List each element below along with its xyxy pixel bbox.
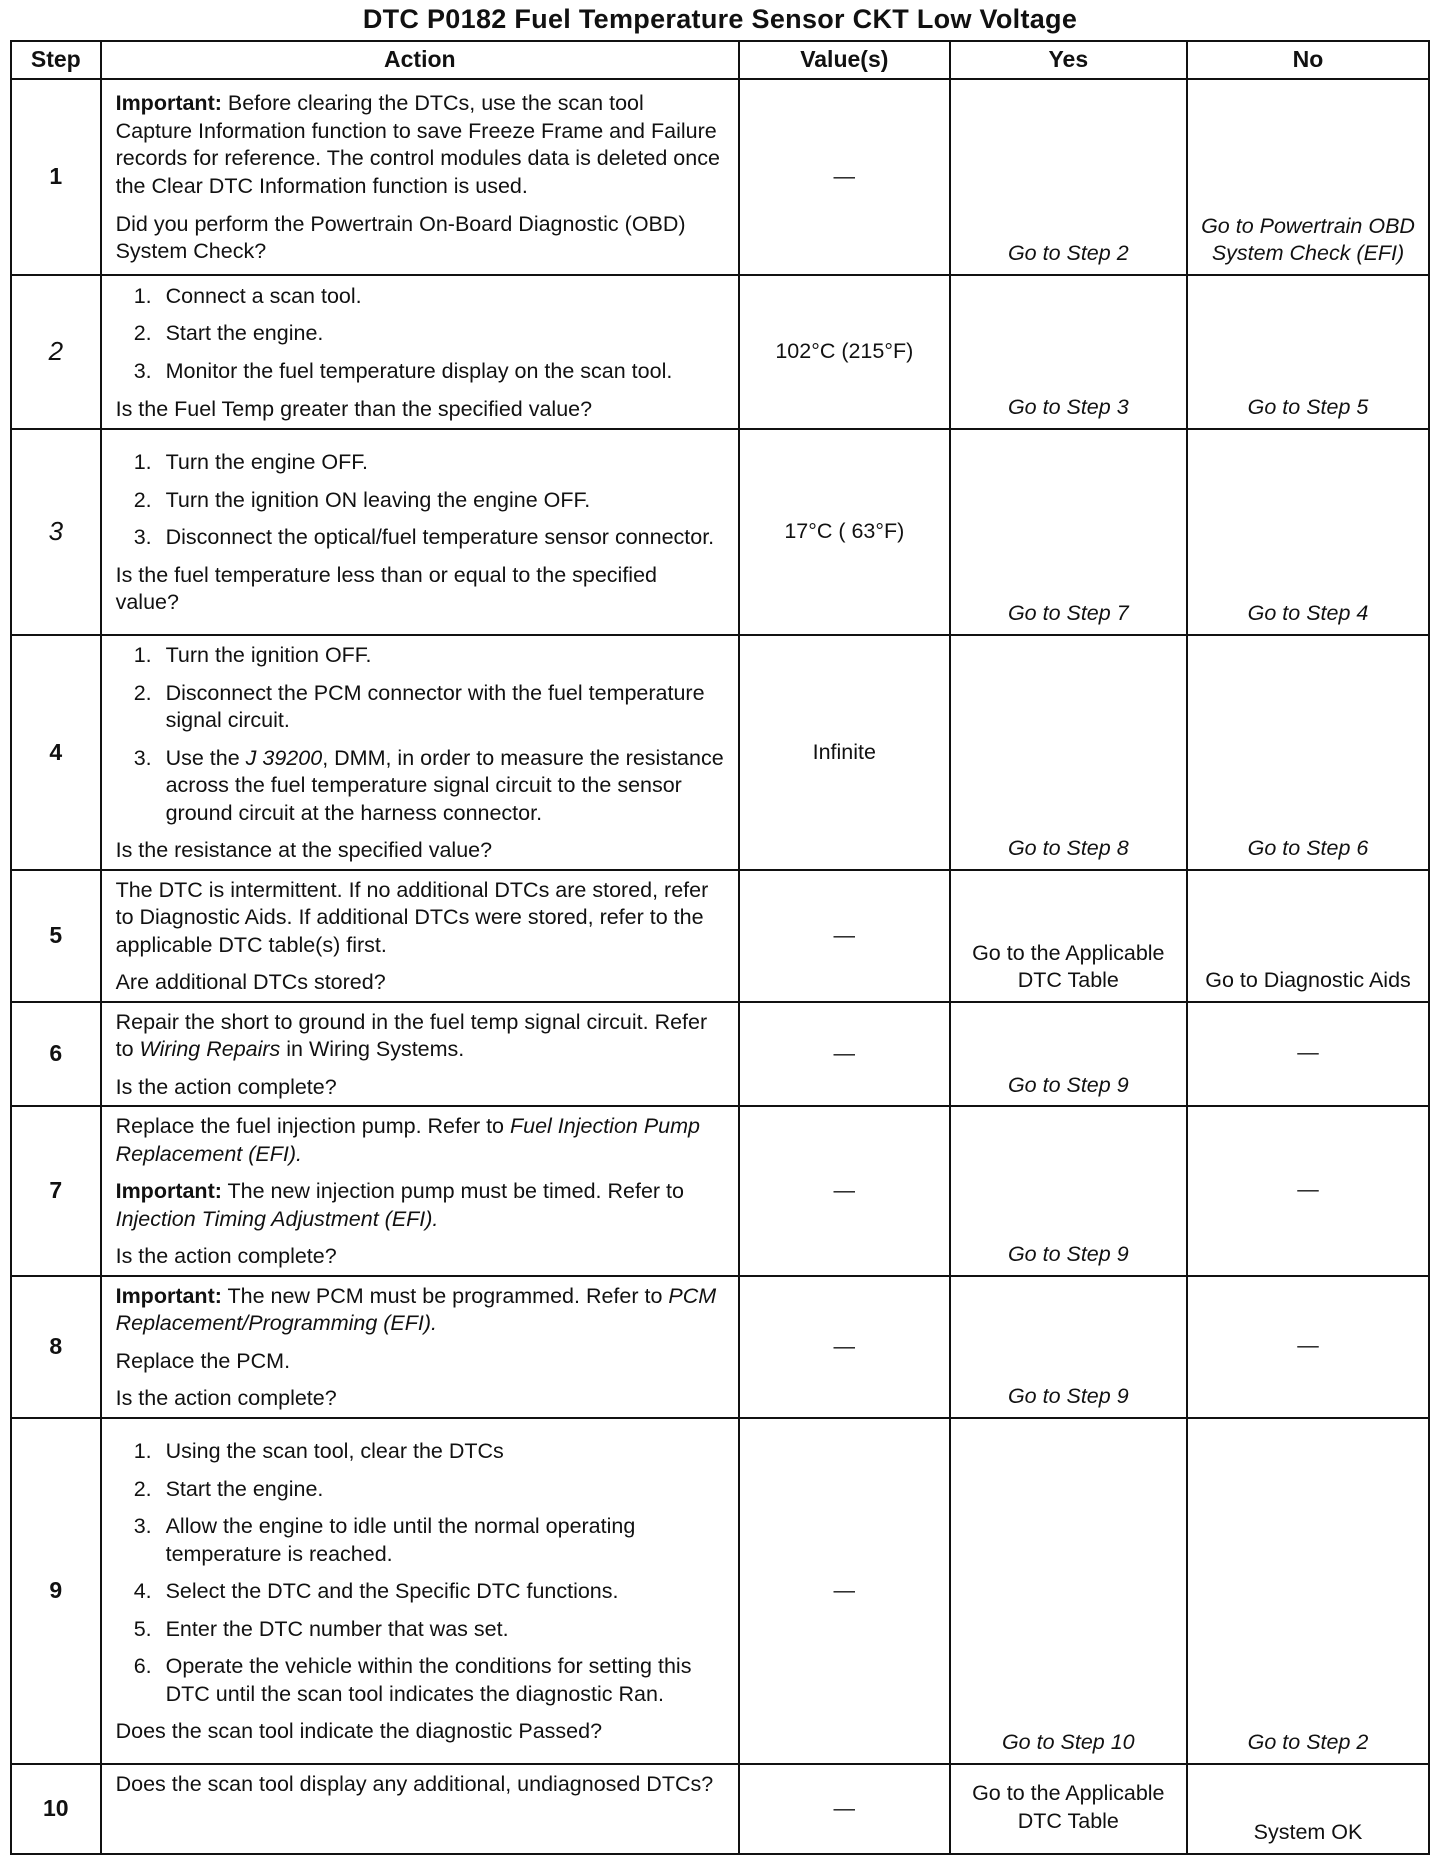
important-note: Important: The new PCM must be programmed. Refer to PCM Replacement/Programming (EFI). <box>115 1283 717 1336</box>
action-cell <box>101 1276 739 1418</box>
table-row <box>11 275 1429 429</box>
dtc-table <box>10 40 1430 1855</box>
reference-link: Injection Timing Adjustment (EFI). <box>115 1206 439 1231</box>
action-cell <box>101 1764 739 1854</box>
no-cell: Go to Step 4 <box>1187 429 1429 635</box>
step-number: 3 <box>11 429 101 635</box>
step-number: 6 <box>11 1002 101 1107</box>
action-cell <box>101 275 739 429</box>
yes-cell: Go to Step 9 <box>950 1276 1187 1418</box>
question: Is the resistance at the specified value? <box>115 838 493 863</box>
no-cell: Go to Step 5 <box>1187 275 1429 429</box>
question: Is the Fuel Temp greater than the specified value? <box>115 396 593 421</box>
list-item: 2. Start the engine. <box>158 1476 726 1504</box>
list-item: 3. Use the J 39200, DMM, in order to measure the resistance across the fuel temperature signal circuit to the sensor ground circuit at the harness connector. <box>158 745 726 828</box>
value-cell: — <box>739 1418 950 1764</box>
yes-cell: Go to the Applicable DTC Table <box>950 870 1187 1002</box>
action-cell <box>101 429 739 635</box>
yes-cell: Go to Step 8 <box>950 635 1187 870</box>
header-values: Value(s) <box>739 41 950 79</box>
instruction-list <box>116 283 726 386</box>
no-cell: Go to Powertrain OBD System Check (EFI) <box>1187 79 1429 275</box>
question: Does the scan tool display any additional, undiagnosed DTCs? <box>115 1771 714 1796</box>
step-number: 4 <box>11 635 101 870</box>
value-cell: 102°C (215°F) <box>739 275 950 429</box>
action-cell <box>101 79 739 275</box>
table-row <box>11 1764 1429 1854</box>
action-cell <box>101 1418 739 1764</box>
yes-cell: Go to Step 9 <box>950 1106 1187 1276</box>
question: Is the action complete? <box>115 1074 337 1099</box>
value-cell: Infinite <box>739 635 950 870</box>
header-no: No <box>1187 41 1429 79</box>
reference-link: Fuel Injection Pump Replacement (EFI). <box>115 1114 700 1166</box>
no-cell: — <box>1187 1002 1429 1107</box>
header-yes: Yes <box>950 41 1187 79</box>
instruction-text: The DTC is intermittent. If no additional DTCs are stored, refer to Diagnostic Aids. If additional DTCs were stored, refer to the applicable DTC table(s) first. <box>115 877 709 957</box>
value-cell: — <box>739 1106 950 1276</box>
table-row <box>11 1002 1429 1107</box>
instruction-list <box>116 642 726 827</box>
tool-reference: J 39200 <box>245 745 323 770</box>
header-step: Step <box>11 41 101 79</box>
yes-cell: Go to the Applicable DTC Table <box>950 1764 1187 1854</box>
yes-cell: Go to Step 9 <box>950 1002 1187 1107</box>
question: Is the action complete? <box>115 1386 337 1411</box>
table-row <box>11 1418 1429 1764</box>
yes-cell: Go to Step 7 <box>950 429 1187 635</box>
no-cell: Go to Diagnostic Aids <box>1187 870 1429 1002</box>
action-cell <box>101 635 739 870</box>
list-item: 4. Select the DTC and the Specific DTC functions. <box>158 1578 726 1606</box>
table-row <box>11 1106 1429 1276</box>
value-cell: — <box>739 870 950 1002</box>
header-action: Action <box>101 41 739 79</box>
step-number: 1 <box>11 79 101 275</box>
list-item: 1. Connect a scan tool. <box>158 283 726 311</box>
question: Is the fuel temperature less than or equal to the specified value? <box>115 562 657 615</box>
action-cell <box>101 1106 739 1276</box>
list-item: 3. Allow the engine to idle until the normal operating temperature is reached. <box>158 1513 726 1568</box>
yes-cell: Go to Step 2 <box>950 79 1187 275</box>
table-row <box>11 79 1429 275</box>
instruction-list <box>116 449 726 552</box>
important-note: Important: The new injection pump must be timed. Refer to Injection Timing Adjustment (EFI). <box>115 1179 684 1231</box>
step-number: 8 <box>11 1276 101 1418</box>
list-item: 2. Start the engine. <box>158 320 726 348</box>
step-number: 2 <box>11 275 101 429</box>
reference-link: PCM Replacement/Programming (EFI). <box>115 1283 717 1336</box>
table-header-row <box>11 41 1429 79</box>
list-item: 1. Using the scan tool, clear the DTCs <box>158 1438 726 1466</box>
no-cell: — <box>1187 1106 1429 1276</box>
table-row <box>11 635 1429 870</box>
no-cell: — <box>1187 1276 1429 1418</box>
action-cell <box>101 870 739 1002</box>
list-item: 1. Turn the engine OFF. <box>158 449 726 477</box>
page-title: DTC P0182 Fuel Temperature Sensor CKT Low Voltage <box>362 4 1078 34</box>
list-item: 6. Operate the vehicle within the conditions for setting this DTC until the scan tool indicates the diagnostic Ran. <box>158 1653 726 1708</box>
no-cell: System OK <box>1187 1764 1429 1854</box>
action-cell <box>101 1002 739 1107</box>
question: Does the scan tool indicate the diagnostic Passed? <box>115 1719 603 1744</box>
no-cell: Go to Step 6 <box>1187 635 1429 870</box>
step-number: 10 <box>11 1764 101 1854</box>
instruction-text: Replace the fuel injection pump. Refer to Fuel Injection Pump Replacement (EFI). <box>115 1114 700 1166</box>
no-cell: Go to Step 2 <box>1187 1418 1429 1764</box>
yes-cell: Go to Step 3 <box>950 275 1187 429</box>
value-cell: — <box>739 79 950 275</box>
value-cell: — <box>739 1276 950 1418</box>
instruction-text: Replace the PCM. <box>115 1348 291 1373</box>
list-item: 3. Disconnect the optical/fuel temperature sensor connector. <box>158 524 726 552</box>
list-item: 1. Turn the ignition OFF. <box>158 642 726 670</box>
value-cell: 17°C ( 63°F) <box>739 429 950 635</box>
question: Are additional DTCs stored? <box>115 970 386 995</box>
list-item: 5. Enter the DTC number that was set. <box>158 1616 726 1644</box>
question: Did you perform the Powertrain On-Board Diagnostic (OBD) System Check? <box>115 211 686 264</box>
step-number: 7 <box>11 1106 101 1276</box>
yes-cell: Go to Step 10 <box>950 1418 1187 1764</box>
list-item: 3. Monitor the fuel temperature display on the scan tool. <box>158 358 726 386</box>
instruction-list <box>116 1438 726 1708</box>
table-row <box>11 1276 1429 1418</box>
step-number: 5 <box>11 870 101 1002</box>
question: Is the action complete? <box>115 1244 337 1269</box>
list-item: 2. Disconnect the PCM connector with the fuel temperature signal circuit. <box>158 680 726 735</box>
list-item: 2. Turn the ignition ON leaving the engine OFF. <box>158 487 726 515</box>
value-cell: — <box>739 1002 950 1107</box>
reference-link: Wiring Repairs <box>139 1037 281 1062</box>
step-number: 9 <box>11 1418 101 1764</box>
value-cell: — <box>739 1764 950 1854</box>
instruction-text: Repair the short to ground in the fuel temp signal circuit. Refer to Wiring Repairs in Wiring Systems. <box>115 1009 708 1062</box>
table-row <box>11 429 1429 635</box>
table-row <box>11 870 1429 1002</box>
important-note: Important: Before clearing the DTCs, use the scan tool Capture Information function to save Freeze Frame and Failure records for reference. The control modules data is deleted once the Clear DTC Information function is used. <box>115 91 720 198</box>
